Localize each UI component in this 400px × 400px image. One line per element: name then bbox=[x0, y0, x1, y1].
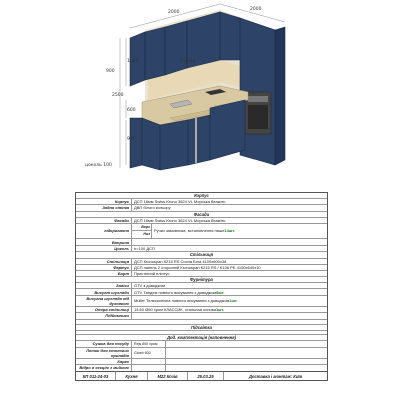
handles-value: Ручки замовника, встановлення наше 14шт. bbox=[154, 228, 235, 234]
dod-row-2: Карго bbox=[76, 359, 327, 365]
spec-table bbox=[75, 192, 328, 372]
furn-row-0: Завіси GTV з доводжом bbox=[76, 283, 327, 289]
section-fasady: Фасади bbox=[76, 212, 327, 218]
opening-row: відкривання Верх Низ Ручки замовника, встановлення наше 14шт. bbox=[76, 224, 327, 239]
dim-top-left: 2000 bbox=[168, 10, 180, 15]
stilnytsia-row-0: Стільниця ДСП Кronospan К215 RS Сосна Біла 4100х600х38 bbox=[76, 259, 327, 265]
furn-row-1: Висувні шухляди GTV Тандем повного висування з доводжом 8шт. bbox=[76, 289, 327, 295]
dod-row-3: Відро в секцію з мийкою bbox=[76, 365, 327, 371]
countertop-support-leg bbox=[195, 118, 197, 163]
dim-upper-height: 1000 bbox=[127, 59, 139, 64]
footer-date: 25.03.25 bbox=[188, 372, 224, 380]
footer-delivery: Доставка і монтаж: Київ bbox=[248, 373, 303, 379]
furn-row-4: Підйомники bbox=[76, 313, 327, 320]
dim-lower-height: 900 bbox=[127, 137, 136, 142]
dim-plinth: цоколь 100 bbox=[85, 163, 112, 168]
furn-row-3: Опора стільниці 15.60 Ø60 хром КЛАССИК, стальная основа 1шт. bbox=[76, 307, 327, 313]
footer-code: КП 011-24-03 bbox=[76, 372, 116, 380]
dim-backsplash: 600 bbox=[127, 108, 136, 113]
footer-item: Кухня bbox=[116, 372, 148, 380]
footer-strip bbox=[75, 371, 328, 381]
furn-row-2: Висувна шухляда під духовкою Muller Телескопічна повного висування з доводжом 1шт. bbox=[76, 296, 327, 307]
section-podsvitka: Підсвітка bbox=[76, 325, 327, 331]
korpus-row-1: Задня стінка ДВП білого кольору bbox=[76, 205, 327, 211]
stilnytsia-row-2: Борт Пристінний плінтус bbox=[76, 271, 327, 277]
dim-top-right: 2000 bbox=[250, 7, 262, 12]
dim-upper-inner: 900 bbox=[106, 69, 115, 74]
kitchen-3d-drawing bbox=[70, 0, 330, 190]
fasady-row-0: Фасади ДСП 16мм Swiss Krono 3624 VL Морська блакить bbox=[76, 218, 327, 224]
footer-client: М22 Козів bbox=[148, 372, 188, 380]
glass-row: Вітрина bbox=[76, 239, 327, 246]
stilnytsia-row-1: Фартух ДСП панель 2 сторонній Kronospan К215 RS / K106 PE 4100х640х10 bbox=[76, 265, 327, 271]
dod-row-1: Лоток для столових приладів Gloeb 600 bbox=[76, 348, 327, 359]
section-furnitura: Фурнітура bbox=[76, 277, 327, 283]
dod-row-0: Сушка для посуду Rejs 600 хром bbox=[76, 341, 327, 347]
plinth-row: Цоколь h=100 ДСП bbox=[76, 246, 327, 252]
section-stilnytsia: Стільниця bbox=[76, 252, 327, 258]
section-korpus: Корпус bbox=[76, 193, 327, 199]
dim-total-height: 2500 bbox=[112, 93, 124, 98]
oven bbox=[245, 92, 271, 134]
korpus-row-0: Корпус ДСП 16мм Swiss Krono 3624 VL Морська блакить bbox=[76, 199, 327, 205]
hood-label: Сушка bbox=[180, 59, 196, 64]
section-dod: Дод. комплектація (наповнення) bbox=[76, 335, 327, 341]
